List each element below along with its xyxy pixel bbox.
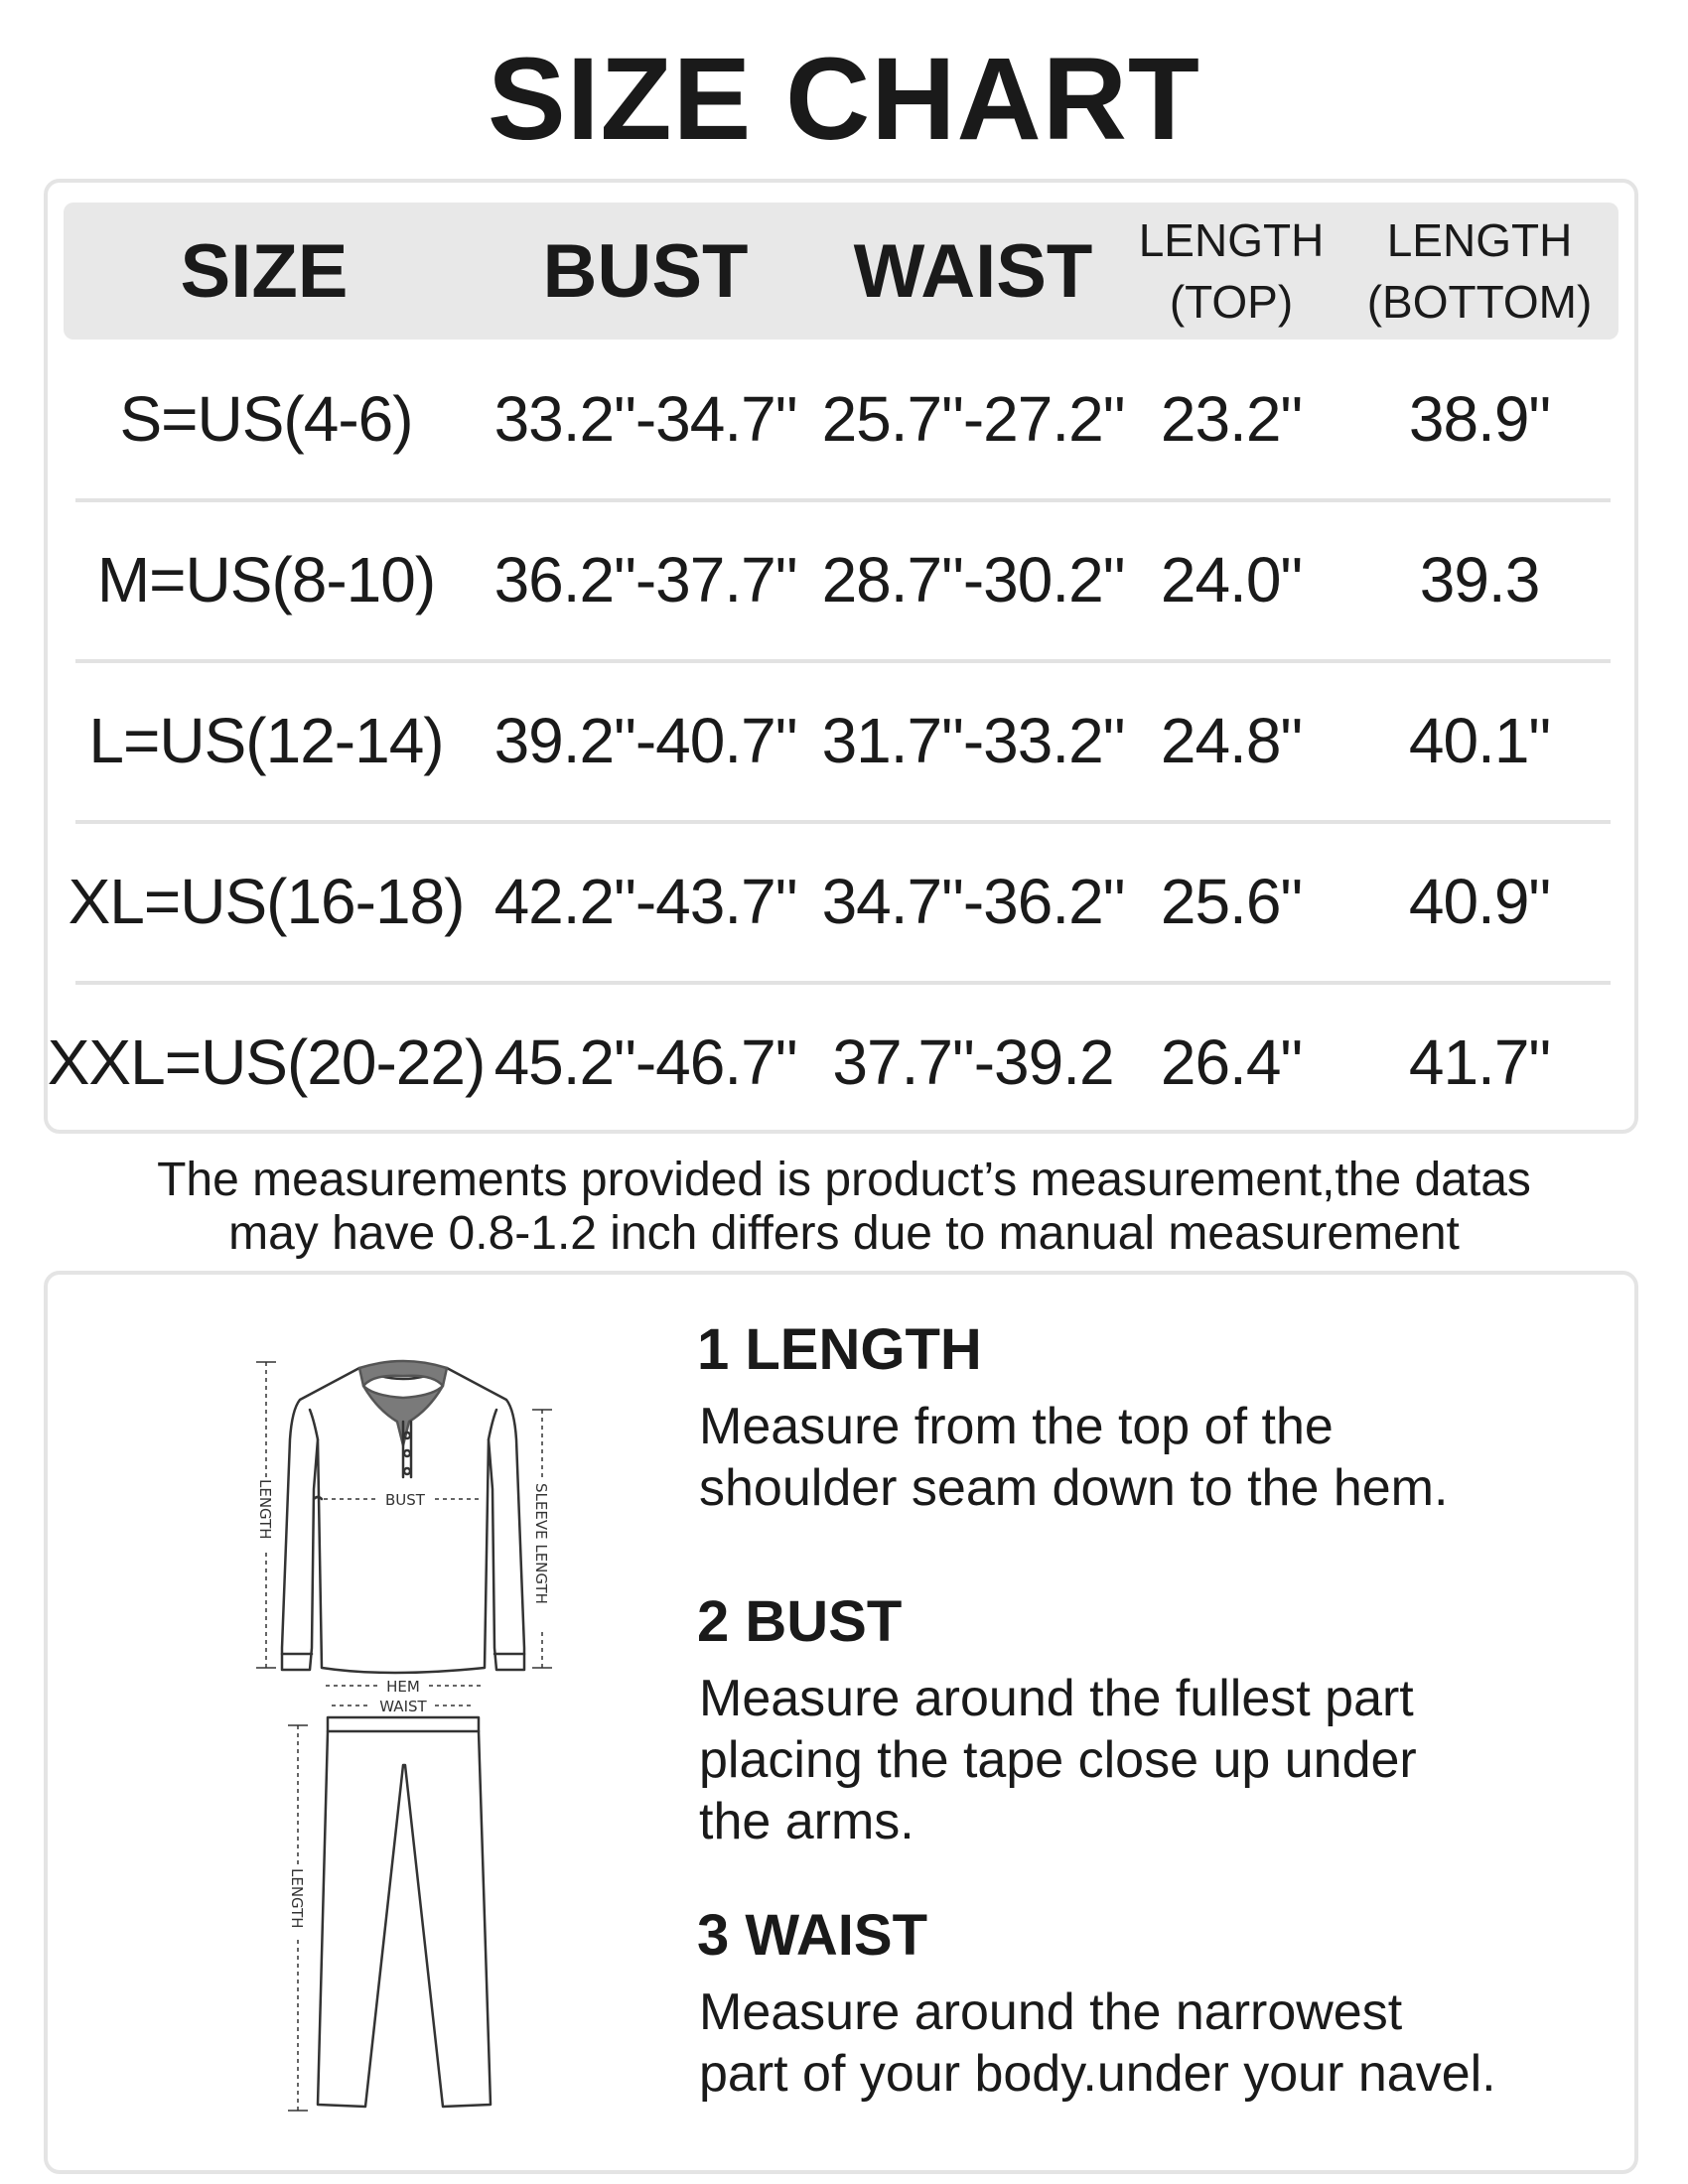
table-row-5-length-bottom: 41.7" <box>1408 1026 1551 1098</box>
table-row-2-length-bottom: 39.3 <box>1419 544 1540 615</box>
guide-waist-text-line1: Measure around the narrowest <box>699 1983 1403 2041</box>
guide-waist-text-line2: part of your body.under your navel. <box>699 2045 1496 2103</box>
table-row-1-length-bottom: 38.9" <box>1408 383 1551 455</box>
table-row-3-length-bottom: 40.1" <box>1408 705 1551 776</box>
diagram-bottom-length-label: LENGTH <box>288 1868 306 1929</box>
guide-bust-text-line3: the arms. <box>699 1793 914 1850</box>
guide-bust-text-line1: Measure around the fullest part <box>699 1670 1414 1727</box>
table-row-1-waist: 25.7"-27.2" <box>821 383 1125 455</box>
table-row-4-length-top: 25.6" <box>1160 866 1303 937</box>
guide-bust-text-line2: placing the tape close up under <box>699 1731 1417 1789</box>
header-length-bottom-line2: (BOTTOM) <box>1366 276 1593 328</box>
guide-bust-heading: 2 BUST <box>697 1589 903 1654</box>
diagram-top-length-label: LENGTH <box>256 1479 274 1540</box>
page-title: SIZE CHART <box>488 34 1200 165</box>
header-bust: BUST <box>542 228 749 314</box>
table-row-4-length-bottom: 40.9" <box>1408 866 1551 937</box>
diagram-waist-label: WAIST <box>379 1698 427 1715</box>
measurement-note-line1: The measurements provided is product’s measurement,the datas <box>157 1154 1531 1206</box>
diagram-hem-label: HEM <box>386 1678 420 1696</box>
table-row-3-length-top: 24.8" <box>1160 705 1303 776</box>
guide-length-heading: 1 LENGTH <box>697 1317 982 1382</box>
measurement-note-line2: may have 0.8-1.2 inch differs due to manual measurement <box>228 1207 1460 1260</box>
table-row-5-length-top: 26.4" <box>1160 1026 1303 1098</box>
table-row-5-size: XXL=US(20-22) <box>47 1026 486 1098</box>
guide-waist-heading: 3 WAIST <box>697 1903 928 1968</box>
guide-length-text-line1: Measure from the top of the <box>699 1398 1334 1455</box>
table-row-2-bust: 36.2"-37.7" <box>493 544 797 615</box>
table-row-2-waist: 28.7"-30.2" <box>821 544 1125 615</box>
table-row-4-waist: 34.7"-36.2" <box>821 866 1125 937</box>
header-length-top-line2: (TOP) <box>1169 276 1294 328</box>
table-row-2-size: M=US(8-10) <box>96 544 436 615</box>
table-row-2-length-top: 24.0" <box>1160 544 1303 615</box>
header-length-top <box>1132 203 1331 340</box>
table-row-3-waist: 31.7"-33.2" <box>821 705 1125 776</box>
table-row-3-size: L=US(12-14) <box>88 705 444 776</box>
header-size: SIZE <box>180 228 349 314</box>
table-row-5-bust: 45.2"-46.7" <box>493 1026 797 1098</box>
header-length-bottom-line1: LENGTH <box>1386 214 1573 266</box>
table-row-3-bust: 39.2"-40.7" <box>493 705 797 776</box>
header-waist: WAIST <box>853 228 1093 314</box>
header-length-bottom <box>1350 203 1609 340</box>
diagram-bust-label: BUST <box>385 1491 425 1509</box>
table-row-1-bust: 33.2"-34.7" <box>493 383 797 455</box>
table-row-1-length-top: 23.2" <box>1160 383 1303 455</box>
guide-length-text-line2: shoulder seam down to the hem. <box>699 1459 1449 1517</box>
table-row-4-size: XL=US(16-18) <box>68 866 465 937</box>
table-row-4-bust: 42.2"-43.7" <box>493 866 797 937</box>
diagram-sleeve-length-label: SLEEVE LENGTH <box>532 1483 550 1604</box>
table-row-1-size: S=US(4-6) <box>119 383 413 455</box>
table-row-5-waist: 37.7"-39.2 <box>832 1026 1114 1098</box>
pajama-measurement-diagram-icon <box>248 1350 566 2124</box>
header-length-top-line1: LENGTH <box>1138 214 1325 266</box>
